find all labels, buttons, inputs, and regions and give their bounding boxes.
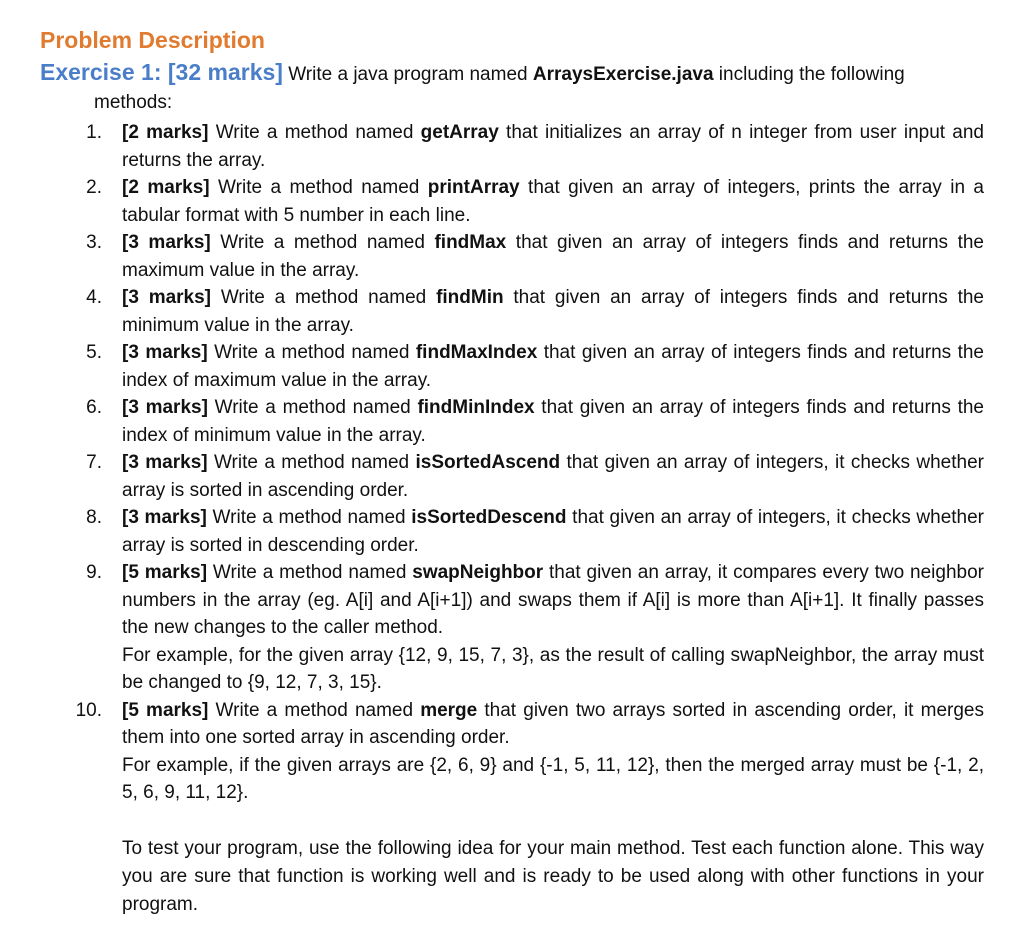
task-item bbox=[40, 504, 984, 559]
task-marks: [3 marks] bbox=[122, 397, 208, 418]
task-number: 6. bbox=[86, 397, 102, 418]
task-text-pre: Write a method named bbox=[210, 232, 435, 253]
section-heading: Problem Description bbox=[40, 27, 265, 53]
task-marks: [3 marks] bbox=[122, 232, 211, 253]
document-page bbox=[40, 22, 984, 919]
task-number: 7. bbox=[86, 452, 102, 473]
task-item bbox=[40, 394, 984, 449]
task-number: 10. bbox=[75, 699, 102, 721]
closing-paragraph: To test your program, use the following idea for your main method. Test each function alone. This way you are sure that function is working well and is ready to be used along with other functions in your program. bbox=[122, 837, 984, 915]
task-text-pre: Write a method named bbox=[208, 699, 421, 721]
task-method-name: findMax bbox=[434, 232, 507, 253]
task-text-pre: Write a method named bbox=[207, 342, 416, 363]
task-text-pre: Write a method named bbox=[209, 177, 428, 198]
task-item bbox=[40, 229, 984, 284]
task-marks: [5 marks] bbox=[122, 562, 208, 583]
task-method-name: printArray bbox=[427, 177, 520, 198]
exercise-intro-post: including the following bbox=[713, 64, 905, 85]
task-item bbox=[40, 559, 984, 697]
exercise-intro-pre: Write a java program named bbox=[282, 64, 533, 85]
task-item bbox=[40, 697, 984, 807]
task-item bbox=[40, 119, 984, 174]
task-method-name: isSortedDescend bbox=[411, 507, 567, 528]
task-marks: [2 marks] bbox=[122, 122, 209, 143]
task-number: 4. bbox=[86, 287, 102, 308]
task-text-pre: Write a method named bbox=[207, 562, 413, 583]
task-text-post: that given an array of integers, it checks whether array is sorted in descending order. bbox=[122, 507, 984, 556]
exercise-label: Exercise 1: [32 marks] bbox=[40, 59, 283, 85]
task-text-post: that given an array of integers finds and returns the maximum value in the array. bbox=[122, 232, 984, 281]
task-text-post: that initializes an array of n integer from user input and returns the array. bbox=[122, 122, 984, 171]
task-method-name: swapNeighbor bbox=[412, 562, 544, 583]
task-example: For example, if the given arrays are {2, 6, 9} and {-1, 5, 11, 12}, then the merged array must be {-1, 2, 5, 6, 9, 11, 12}. bbox=[122, 754, 984, 803]
exercise-filename: ArraysExercise.java bbox=[532, 64, 714, 85]
task-number: 5. bbox=[86, 342, 102, 363]
task-text-post: that given an array of integers finds and returns the minimum value in the array. bbox=[122, 287, 984, 336]
task-method-name: findMin bbox=[436, 287, 504, 308]
task-text-pre: Write a method named bbox=[211, 287, 437, 308]
task-text-pre: Write a method named bbox=[208, 122, 421, 143]
task-marks: [3 marks] bbox=[122, 452, 208, 473]
task-number: 3. bbox=[86, 232, 102, 253]
task-number: 9. bbox=[86, 562, 102, 583]
task-method-name: merge bbox=[420, 699, 478, 721]
task-item bbox=[40, 174, 984, 229]
task-example: For example, for the given array {12, 9, 15, 7, 3}, as the result of calling swapNeighbor, the array must be changed to {9, 12, 7, 3, 15}. bbox=[122, 644, 984, 693]
task-text-post: that given an array of integers finds and returns the index of minimum value in the array. bbox=[122, 397, 984, 446]
task-text-pre: Write a method named bbox=[207, 397, 418, 418]
task-method-name: isSortedAscend bbox=[415, 452, 561, 473]
task-item bbox=[40, 339, 984, 394]
task-method-name: getArray bbox=[420, 122, 499, 143]
task-text-pre: Write a method named bbox=[206, 507, 412, 528]
task-text-post: that given two arrays sorted in ascending order, it merges them into one sorted array in ascending order. bbox=[122, 699, 984, 748]
task-number: 1. bbox=[86, 122, 102, 143]
task-text-post: that given an array of integers, it checks whether array is sorted in ascending order. bbox=[122, 452, 984, 501]
task-marks: [3 marks] bbox=[122, 287, 212, 308]
task-method-name: findMaxIndex bbox=[415, 342, 538, 363]
task-item bbox=[40, 284, 984, 339]
task-text-post: that given an array, it compares every two neighbor numbers in the array (eg. A[i] and A[i+1]) and swaps them if A[i] is more than A[i+1]. It finally passes the new changes to the caller method. bbox=[122, 562, 984, 638]
exercise-intro-continued: methods: bbox=[94, 92, 173, 113]
task-text-post: that given an array of integers finds and returns the index of maximum value in the array. bbox=[122, 342, 984, 391]
task-marks: [3 marks] bbox=[122, 507, 207, 528]
task-number: 8. bbox=[86, 507, 102, 528]
task-method-name: findMinIndex bbox=[417, 397, 535, 418]
task-text-pre: Write a method named bbox=[207, 452, 416, 473]
task-list bbox=[40, 119, 984, 807]
task-number: 2. bbox=[86, 177, 102, 198]
task-marks: [5 marks] bbox=[122, 699, 209, 721]
task-text-post: that given an array of integers, prints the array in a tabular format with 5 number in each line. bbox=[122, 177, 984, 226]
task-marks: [2 marks] bbox=[122, 177, 210, 198]
task-marks: [3 marks] bbox=[122, 342, 208, 363]
exercise-intro bbox=[40, 58, 984, 89]
task-item bbox=[40, 449, 984, 504]
